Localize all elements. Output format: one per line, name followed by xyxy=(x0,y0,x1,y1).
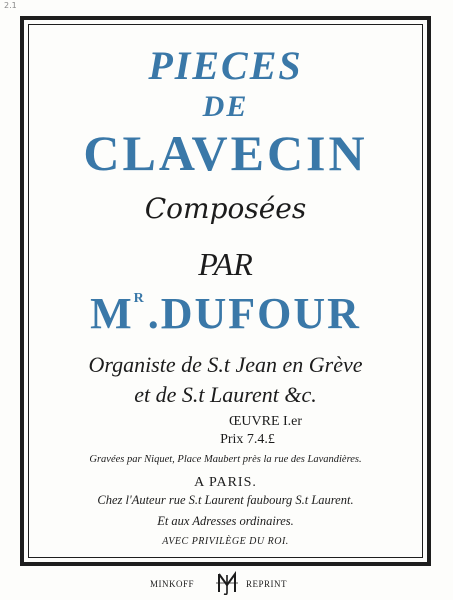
title-pieces: PIECES xyxy=(148,43,303,88)
price-text: Prix 7.4.£ xyxy=(220,432,275,447)
author-prefix: M xyxy=(90,289,134,338)
author-surname: .DUFOUR xyxy=(147,289,361,338)
footer-minkoff: MINKOFF xyxy=(150,579,195,589)
title-clavecin: CLAVECIN xyxy=(83,125,368,181)
author-prefix-superscript: R xyxy=(133,291,146,306)
footer-reprint: REPRINT xyxy=(246,579,288,589)
engraver-text: Gravées par Niquet, Place Maubert près la rue des Lavandières. xyxy=(89,454,362,465)
a-paris-text: A PARIS. xyxy=(194,475,257,490)
composees-text: Composées xyxy=(144,192,307,225)
adresses-text: Et aux Adresses ordinaires. xyxy=(157,514,294,528)
publisher-address: Chez l'Auteur rue S.t Laurent faubourg S.t Laurent. xyxy=(97,493,354,507)
corner-mark: 2.1 xyxy=(4,1,17,10)
author-name xyxy=(28,288,423,339)
title-de: DE xyxy=(202,90,249,123)
par-text: PAR xyxy=(198,246,253,282)
organiste-line-2: et de S.t Laurent &c. xyxy=(134,382,317,407)
oeuvre-number: ŒUVRE I.er xyxy=(228,414,303,429)
reprint-footer xyxy=(0,571,453,595)
privilege-text: AVEC PRIVILÈGE DU ROI. xyxy=(162,536,289,547)
minkoff-monogram-icon xyxy=(213,571,241,595)
organiste-line-1: Organiste de S.t Jean en Grève xyxy=(88,352,363,377)
